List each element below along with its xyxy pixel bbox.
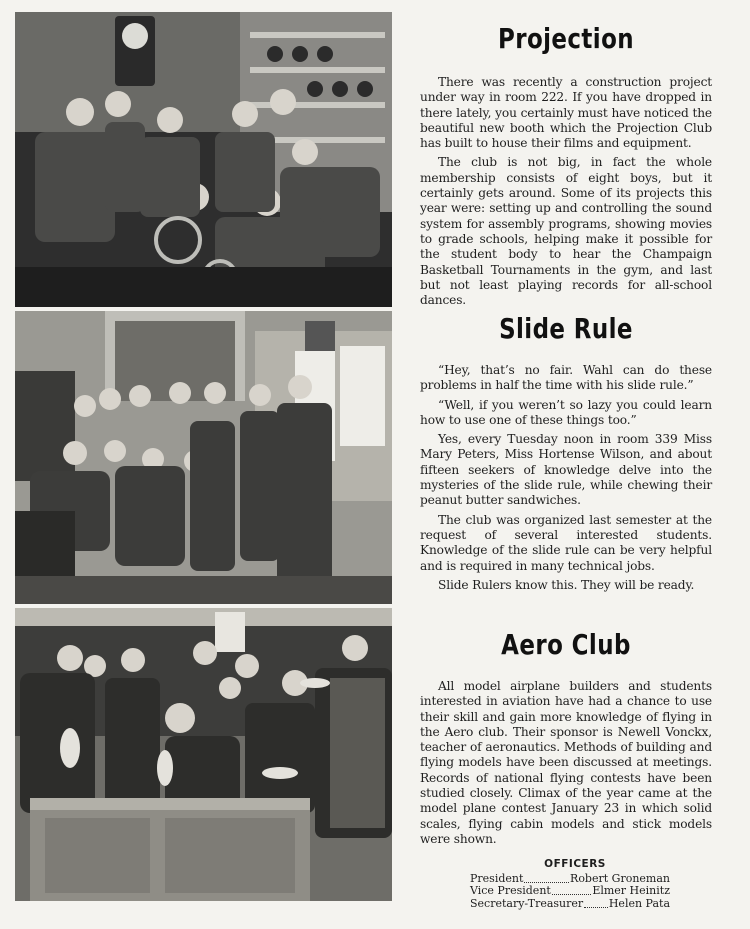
slide-rule-paragraph: “Well, if you weren’t so lazy you could learn how to use one of these things too.” [420, 397, 712, 427]
officer-name: Elmer Heinitz [592, 884, 670, 897]
slide-rule-paragraph: “Hey, that’s no fair. Wahl can do these problems in half the time with his slide rule.” [420, 363, 712, 393]
slide-rule-paragraph: Slide Rulers know this. They will be ready. [438, 577, 695, 592]
projection-heading: Projection [497, 22, 635, 55]
aero-club-section [420, 628, 712, 851]
aero-club-paragraph: All model airplane builders and students interested in aviation have had a chance to use their skill and gain more knowledge of flying in the Aero club. Their sponsor is Newell Vonckx, teacher of aeronautics. Methods of building and flying models have been discussed at meetings. Records of national flying contests have been studied closely. Climax of the year came at the model plane contest January 23 in which solid scales, flying cabin models and stick models were shown. [420, 679, 712, 846]
projection-club-photo [15, 12, 392, 307]
officer-row [470, 898, 670, 911]
officer-role: Secretary-Treasurer [470, 896, 584, 910]
aero-club-photo [15, 608, 392, 901]
leader-dots [584, 898, 608, 908]
projection-paragraph: The club is not big, in fact the whole membership consists of eight boys, but it certainly gets around. Some of its projects this year were: setting up and controlling the sound system for assembly programs, showing movies to grade schools, helping make it possible for the student body to hear the Champaign Basketball Tournaments in the gym, and last but not least playing records for all-school dances. [420, 155, 712, 308]
officers-list [470, 858, 670, 910]
projection-paragraph: There was recently a construction project under way in room 222. If you have dropped in there lately, you certainly must have noticed the beautiful new booth which the Projection Club has built to house their films and equipment. [420, 75, 712, 151]
officer-name: Helen Pata [608, 896, 670, 910]
projection-section [420, 22, 712, 312]
officers-title: OFFICERS [544, 858, 606, 870]
slide-rule-heading: Slide Rule [499, 312, 633, 345]
slide-rule-section [420, 312, 712, 597]
officer-row [470, 885, 670, 898]
slide-rule-club-photo [15, 311, 392, 604]
leader-dots [524, 873, 569, 883]
aero-club-heading: Aero Club [501, 628, 631, 661]
officer-role: President [470, 871, 524, 885]
leader-dots [552, 885, 591, 895]
slide-rule-paragraph: The club was organized last semester at the request of several interested students. Knowledge of the slide rule can be very helpful and is required in many technical jobs. [420, 512, 712, 573]
officer-role: Vice President [470, 884, 551, 897]
officer-name: Robert Groneman [570, 871, 670, 885]
slide-rule-paragraph: Yes, every Tuesday noon in room 339 Miss Mary Peters, Miss Hortense Wilson, and about fifteen seekers of knowledge delve into the mysteries of the slide rule, while chewing their peanut butter sandwiches. [420, 432, 712, 508]
